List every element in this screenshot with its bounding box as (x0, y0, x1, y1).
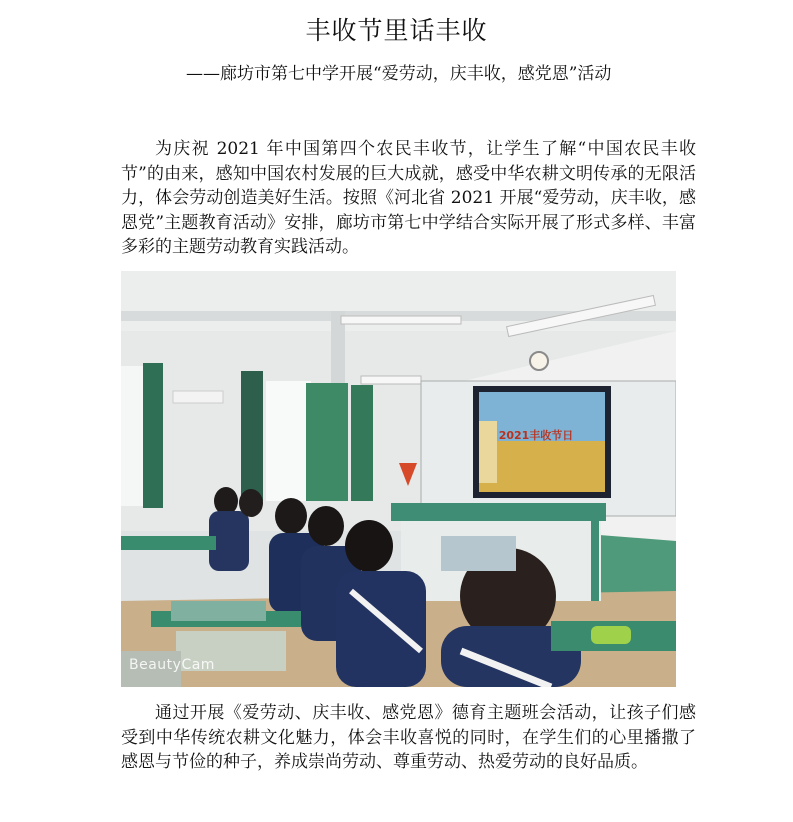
paragraph-summary: 通过开展《爱劳动、庆丰收、感党恩》德育主题班会活动，让孩子们感受到中华传统农耕文化魅力，体会丰收喜悦的同时，在学生们的心里播撒了感恩与节俭的种子，养成崇尚劳动、尊重劳动、热爱劳动的良好品质。 (121, 703, 696, 772)
article-subtitle: ——廊坊市第七中学开展“爱劳动，庆丰收，感党恩”活动 (186, 64, 612, 84)
paragraph-intro: 为庆祝 2021 年中国第四个农民丰收节，让学生了解“中国农民丰收节”的由来，感知中国农村发展的巨大成就，感受中华农耕文明传承的无限活力，体会劳动创造美好生活。按照《河北省 2021 开展“爱劳动，庆丰收，感恩党”主题教育活动》安排，廊坊市第七中学结合实际开展了形式多样、丰富多彩的主题劳动教育实践活动。 (121, 139, 696, 257)
classroom-illustration (121, 271, 676, 687)
article-title: 丰收节里话丰收 (305, 16, 488, 45)
beautycam-watermark: BeautyCam (129, 657, 215, 673)
screen-title-text: 2021丰收节日 (498, 429, 574, 442)
classroom-photo (121, 271, 676, 687)
